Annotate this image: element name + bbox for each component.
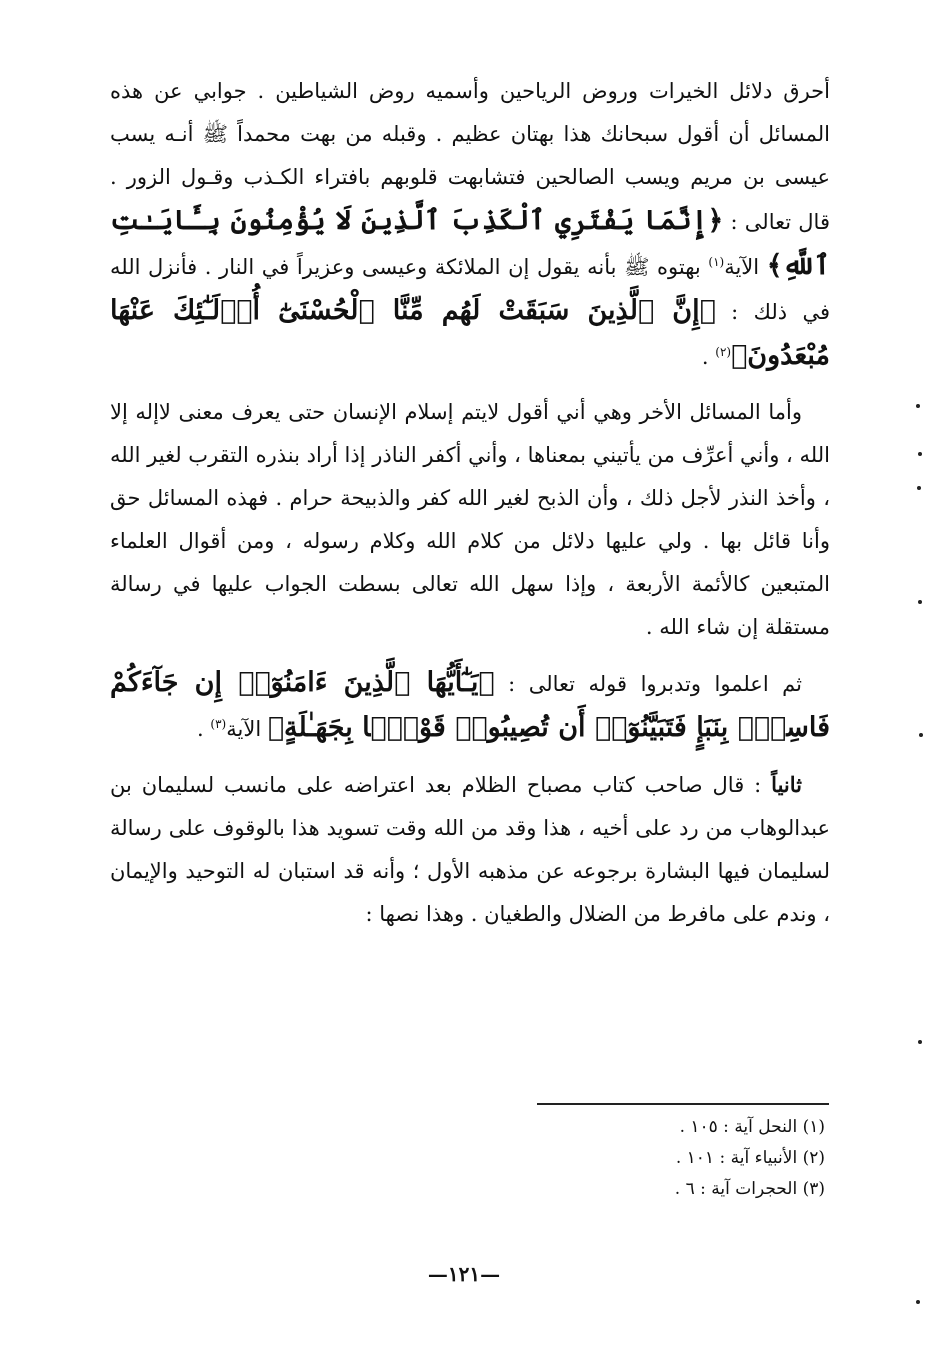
paragraph-4 [110,763,830,936]
footnote-ref-1: (١) [708,255,725,269]
paragraph-1 [110,70,830,379]
scan-speck [916,404,920,408]
scan-speck [918,452,922,456]
footnote-3: (٣) الحجرات آية : ٦ . [674,1179,825,1199]
footnote-divider [537,1103,829,1105]
paragraph-1-text-3: بهتوه ﷺ بأنه يقول إن الملائكة وعيسى وعزيراً في النار . فأنزل الله في ذلك : [110,255,830,324]
scan-speck [918,600,922,604]
paragraph-3-text-2: الآية [226,717,268,741]
scan-speck [917,486,921,490]
quran-verse-1: ﴿إِنَّمَا يَفْتَرِي ٱلْكَذِبَ ٱلَّذِينَ لَا يُؤْمِنُونَ بِـَٔايَـٰتِ ٱللَّهِ﴾ [110,205,831,281]
paragraph-4-text: : قال صاحب كتاب مصباح الظلام بعد اعتراضه على مانسب لسليمان بن عبدالوهاب من رد على أخيه ، هذا وقد من الله وقت تسويد هذا بالوقوف على رسالة لسليمان فيها البشارة برجوعه عن مذهبه الأول ؛ وأنه قد استبان له التوحيد والإيمان ، وندم على مافرط من الضلال والطغيان . وهذا نصها : [110,773,830,926]
scan-speck [918,1040,922,1044]
main-text [110,70,830,936]
page-number: —١٢١— [427,1262,501,1286]
scan-speck [919,733,923,737]
footnote-ref-2: (٢) [715,345,732,359]
paragraph-1-text-2: الآية [724,255,767,279]
scan-speck [916,1300,920,1304]
paragraph-3-text-3: . [197,717,211,741]
quran-verse-3: ﴿يَـٰٓأَيُّهَا ٱلَّذِينَ ءَامَنُوٓا۟ إِن جَآءَكُمْ فَاسِقٌۢ بِنَبَإٍ فَتَبَيَّنُوٓا۟ أَن تُصِيبُوا۟ قَوْمًۢا بِجَهَـٰلَةٍ﴾ [110,667,830,743]
quran-verse-2: ﴿إِنَّ ٱلَّذِينَ سَبَقَتْ لَهُم مِّنَّا ٱلْحُسْنَىٰٓ أُو۟لَـٰٓئِكَ عَنْهَا مُبْعَدُونَ﴾ [110,295,830,371]
paragraph-1-text-4: . [701,345,716,369]
paragraph-2: وأما المسائل الأخر وهي أني أقول لايتم إسلام الإنسان حتى يعرف معنى لاإله إلا الله ، وأني أعرِّف من يأتيني بمعناها ، وأني أكفر الناذر إذا أراد بنذره التقرب لغير الله ، وأخذ النذر لأجل ذلك ، وأن الذبح لغير الله كفر والذبيحة حرام . فهذه المسائل حق وأنا قائل بها . ولي عليها دلائل من كلام الله وكلام رسوله ، ومن أقوال العلماء المتبعين كالأئمة الأربعة ، وإذا سهل الله تعالى بسطت الجواب عليها في رسالة مستقلة إن شاء الله . [110,400,830,639]
paragraph-3 [110,661,830,751]
paragraph-4-lead: ثانياً [771,772,802,797]
footnote-ref-3: (٣) [210,717,227,731]
paragraph-1-text-1: أحرق دلائل الخيرات وروض الرياحين وأسميه روض الشياطين . جوابي عن هذه المسائل أن أقول سبحانك هذا بهتان عظيم . وقبله من بهت محمداً ﷺ أنـه يسب عيسى بن مريم ويسب الصالحين فتشابهت قلوبهم بافتراء الكـذب وقـول الزور . قال تعالى : [110,79,830,234]
paragraph-3-text-1: ثم اعلموا وتدبروا قوله تعالى : [494,672,802,696]
footnote-2: (٢) الأنبياء آية : ١٠١ . [675,1148,825,1168]
footnote-1: (١) النحل آية : ١٠٥ . [679,1117,825,1137]
footnotes [430,1112,825,1205]
